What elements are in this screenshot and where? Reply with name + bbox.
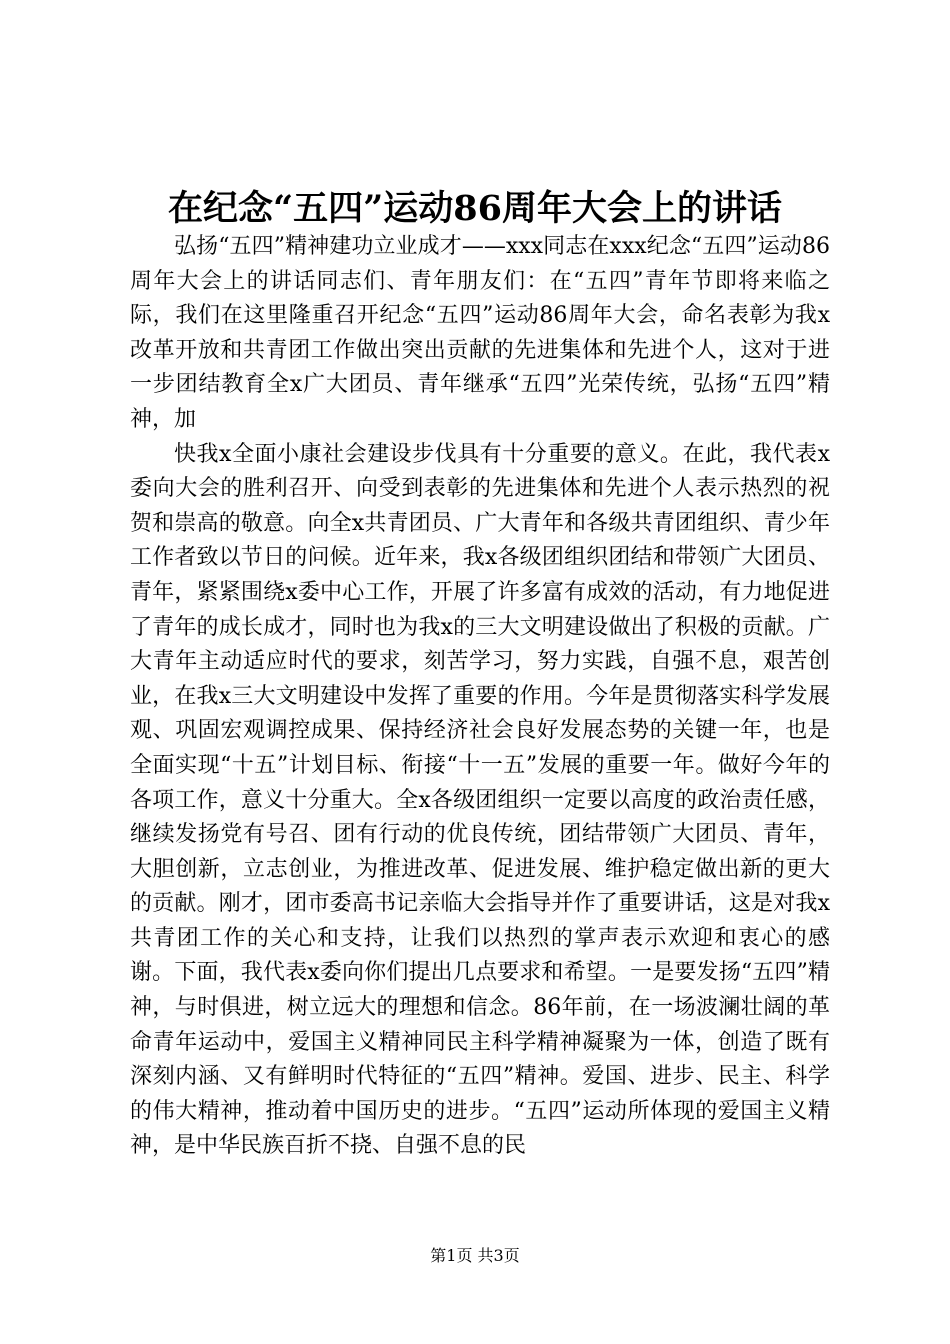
document-title: 在纪念“五四”运动86周年大会上的讲话 [168, 188, 782, 229]
page-number-footer: 第1页 共3页 [430, 1246, 520, 1265]
paragraph-1: 弘扬“五四”精神建功立业成才——xxx同志在xxx纪念“五四”运动86周年大会上的讲话同志们、青年朋友们：在“五四”青年节即将来临之际，我们在这里隆重召开纪念“五四”运动86周年大会，命名表彰为我x改革开放和共青团工作做出突出贡献的先进集体和先进个人，这对于进一步团结教育全x广大团员、青年继承“五四”光荣传统，弘扬“五四”精神，加 [130, 234, 830, 432]
document-body [130, 230, 830, 1164]
paragraph-2: 快我x全面小康社会建设步伐具有十分重要的意义。在此，我代表x委向大会的胜利召开、向受到表彰的先进集体和先进个人表示热烈的祝贺和崇高的敬意。向全x共青团员、广大青年和各级共青团组织、青少年工作者致以节日的问候。近年来，我x各级团组织团结和带领广大团员、青年，紧紧围绕x委中心工作，开展了许多富有成效的活动，有力地促进了青年的成长成才，同时也为我x的三大文明建设做出了积极的贡献。广大青年主动适应时代的要求，刻苦学习，努力实践，自强不息，艰苦创业，在我x三大文明建设中发挥了重要的作用。今年是贯彻落实科学发展观、巩固宏观调控成果、保持经济社会良好发展态势的关键一年，也是全面实现“十五”计划目标、衔接“十一五”发展的重要一年。做好今年的各项工作，意义十分重大。全x各级团组织一定要以高度的政治责任感，继续发扬党有号召、团有行动的优良传统，团结带领广大团员、青年，大胆创新，立志创业，为推进改革、促进发展、维护稳定做出新的更大的贡献。刚才，团市委高书记亲临大会指导并作了重要讲话，这是对我x共青团工作的关心和支持，让我们以热烈的掌声表示欢迎和衷心的感谢。下面，我代表x委向你们提出几点要求和希望。一是要发扬“五四”精神，与时俱进，树立远大的理想和信念。86年前，在一场波澜壮阔的革命青年运动中，爱国主义精神同民主科学精神凝聚为一体，创造了既有深刻内涵、又有鲜明时代特征的“五四”精神。爱国、进步、民主、科学的伟大精神，推动着中国历史的进步。“五四”运动所体现的爱国主义精神，是中华民族百折不挠、自强不息的民 [130, 441, 830, 1159]
